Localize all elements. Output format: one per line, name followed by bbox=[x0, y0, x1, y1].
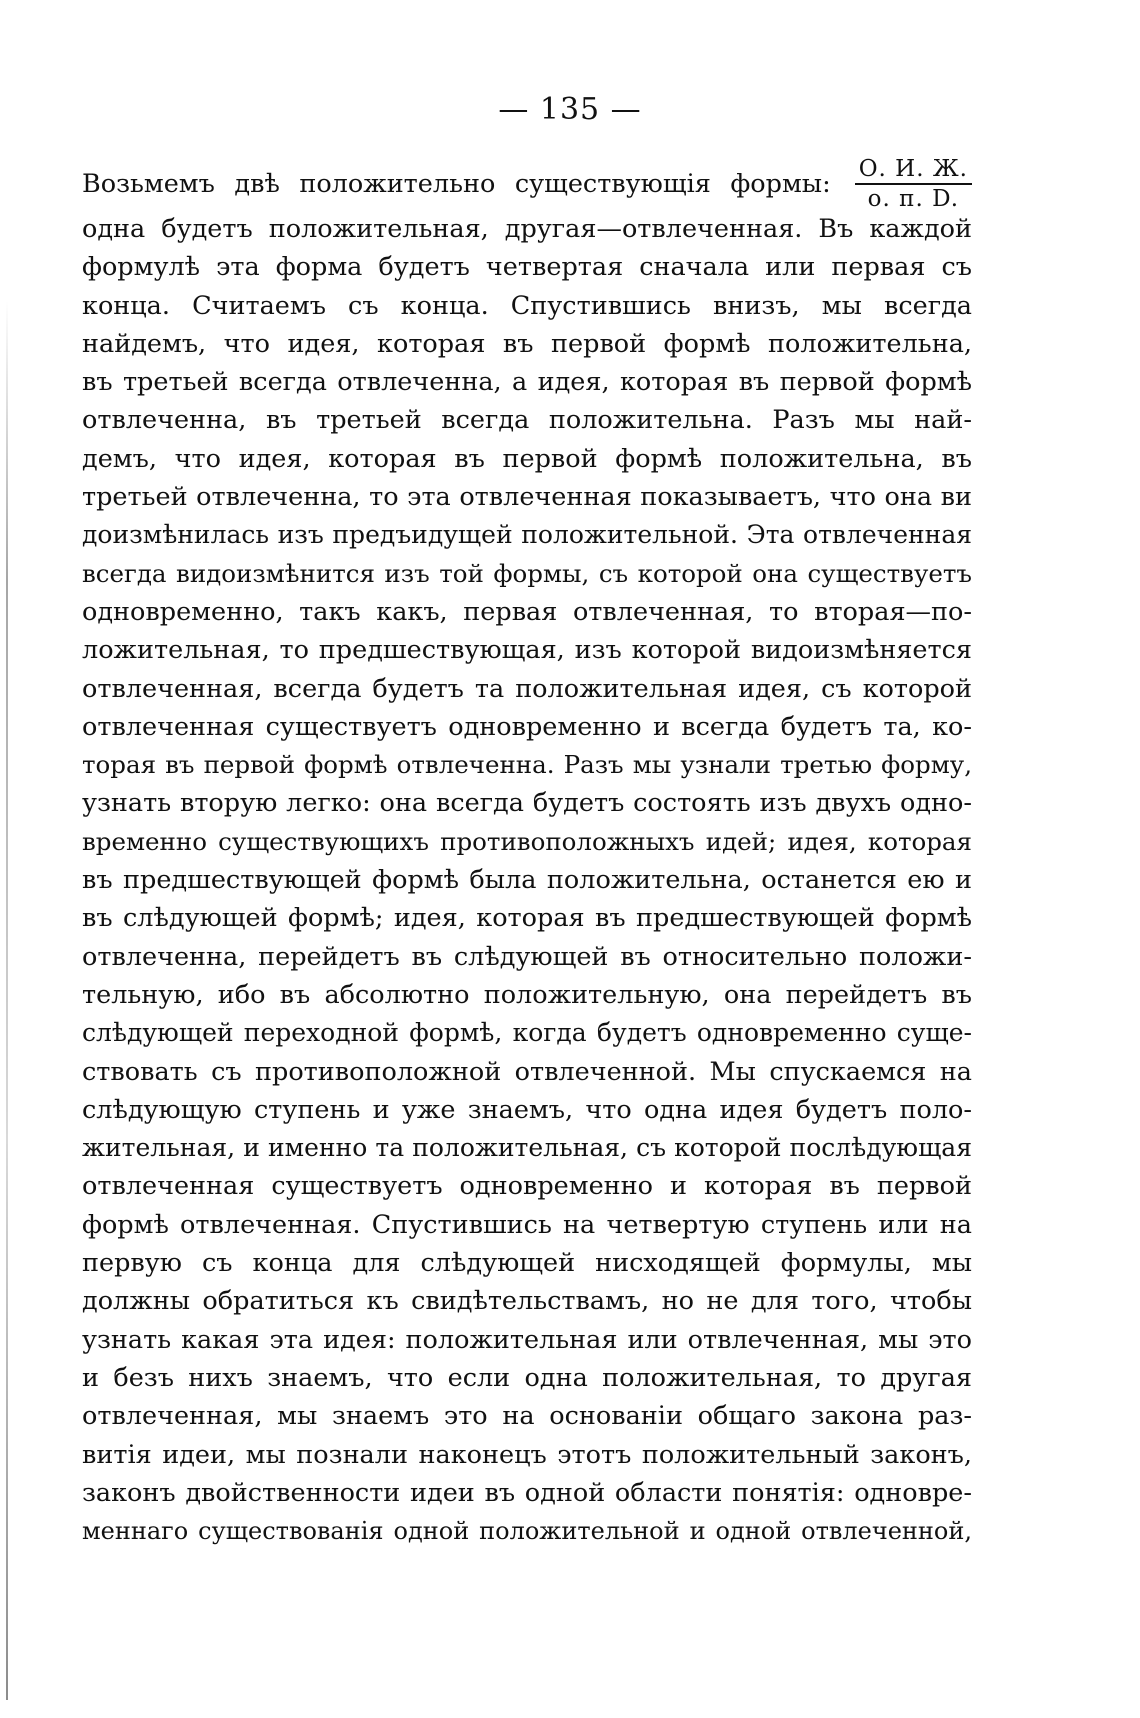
text-line: отвлеченная, всегда будетъ та положительная идея, съ которой bbox=[82, 673, 972, 704]
text-line: найдемъ, что идея, которая въ первой формѣ положительна, bbox=[82, 328, 972, 359]
text-line: слѣдующую ступень и уже знаемъ, что одна идея будетъ поло- bbox=[82, 1094, 972, 1125]
text-line: торая въ первой формѣ отвлеченна. Разъ мы узнали третью форму, bbox=[82, 750, 972, 780]
text-line: одновременно, такъ какъ, первая отвлеченная, то вторая—по- bbox=[82, 596, 972, 627]
body-text bbox=[82, 156, 972, 1550]
page-number: — 135 — bbox=[498, 92, 642, 127]
formula-numerator: О. И. Ж. bbox=[855, 157, 972, 185]
binding-edge bbox=[6, 300, 8, 1700]
text-line: временно существующихъ противоположныхъ идей; идея, которая bbox=[82, 826, 972, 856]
text-line: должны обратиться къ свидѣтельствамъ, но не для того, чтобы bbox=[82, 1286, 972, 1317]
text-line: формулѣ эта форма будетъ четвертая сначала или первая съ bbox=[82, 252, 972, 283]
text-line: третьей отвлеченна, то эта отвлеченная показываетъ, что она ви bbox=[82, 482, 972, 513]
text-line: первую съ конца для слѣдующей нисходящей формулы, мы bbox=[82, 1248, 972, 1279]
text-line: и безъ нихъ знаемъ, что если одна положительная, то другая bbox=[82, 1362, 972, 1393]
formula-denominator: о. п. D. bbox=[867, 186, 960, 212]
text-line: слѣдующей переходной формѣ, когда будетъ одновременно суще- bbox=[82, 1018, 972, 1048]
text-line: отвлеченная существуетъ одновременно и всегда будетъ та, ко- bbox=[82, 711, 972, 742]
text-line: тельную, ибо въ абсолютно положительную, она перейдетъ въ bbox=[82, 979, 972, 1010]
first-line-text: Возьмемъ двѣ положительно существующія формы: bbox=[82, 169, 831, 199]
text-line: отвлеченная существуетъ одновременно и которая въ первой bbox=[82, 1171, 972, 1202]
formula-fraction bbox=[855, 157, 972, 211]
text-line: ложительная, то предшествующая, изъ которой видоизмѣняется bbox=[82, 635, 972, 666]
text-line: узнать какая эта идея: положительная или отвлеченная, мы это bbox=[82, 1324, 972, 1355]
text-line: отвлеченна, въ третьей всегда положительна. Разъ мы най- bbox=[82, 405, 972, 436]
text-line: жительная, и именно та положительная, съ которой послѣдующая bbox=[82, 1133, 972, 1163]
text-line: всегда видоизмѣнится изъ той формы, съ которой она существуетъ bbox=[82, 558, 972, 588]
text-line: доизмѣнилась изъ предъидущей положительной. Эта отвлеченная bbox=[82, 520, 972, 550]
text-line: формѣ отвлеченная. Спустившись на четвертую ступень или на bbox=[82, 1209, 972, 1240]
text-line: въ третьей всегда отвлеченна, а идея, которая въ первой формѣ bbox=[82, 367, 972, 398]
text-line: отвлеченна, перейдетъ въ слѣдующей въ относительно положи- bbox=[82, 941, 972, 972]
text-line: витія идеи, мы познали наконецъ этотъ положительный законъ, bbox=[82, 1439, 972, 1470]
text-line: ствовать съ противоположной отвлеченной. Мы спускаемся на bbox=[82, 1056, 972, 1087]
text-line: отвлеченная, мы знаемъ это на основаніи общаго закона раз- bbox=[82, 1401, 972, 1432]
text-line-first bbox=[82, 158, 972, 210]
text-line: меннаго существованія одной положительной и одной отвлеченной, bbox=[82, 1517, 972, 1546]
text-line: законъ двойственности идеи въ одной области понятія: одновре- bbox=[82, 1477, 972, 1508]
text-line: въ предшествующей формѣ была положительна, останется ею и bbox=[82, 865, 972, 896]
text-line: одна будетъ положительная, другая—отвлеченная. Въ каждой bbox=[82, 214, 972, 244]
text-line: въ слѣдующей формѣ; идея, которая въ предшествующей формѣ bbox=[82, 903, 972, 934]
text-line: конца. Считаемъ съ конца. Спустившись внизъ, мы всегда bbox=[82, 290, 972, 321]
text-lines bbox=[82, 210, 972, 1550]
text-line: узнать вторую легко: она всегда будетъ состоять изъ двухъ одно- bbox=[82, 788, 972, 819]
text-line: демъ, что идея, которая въ первой формѣ положительна, въ bbox=[82, 443, 972, 474]
